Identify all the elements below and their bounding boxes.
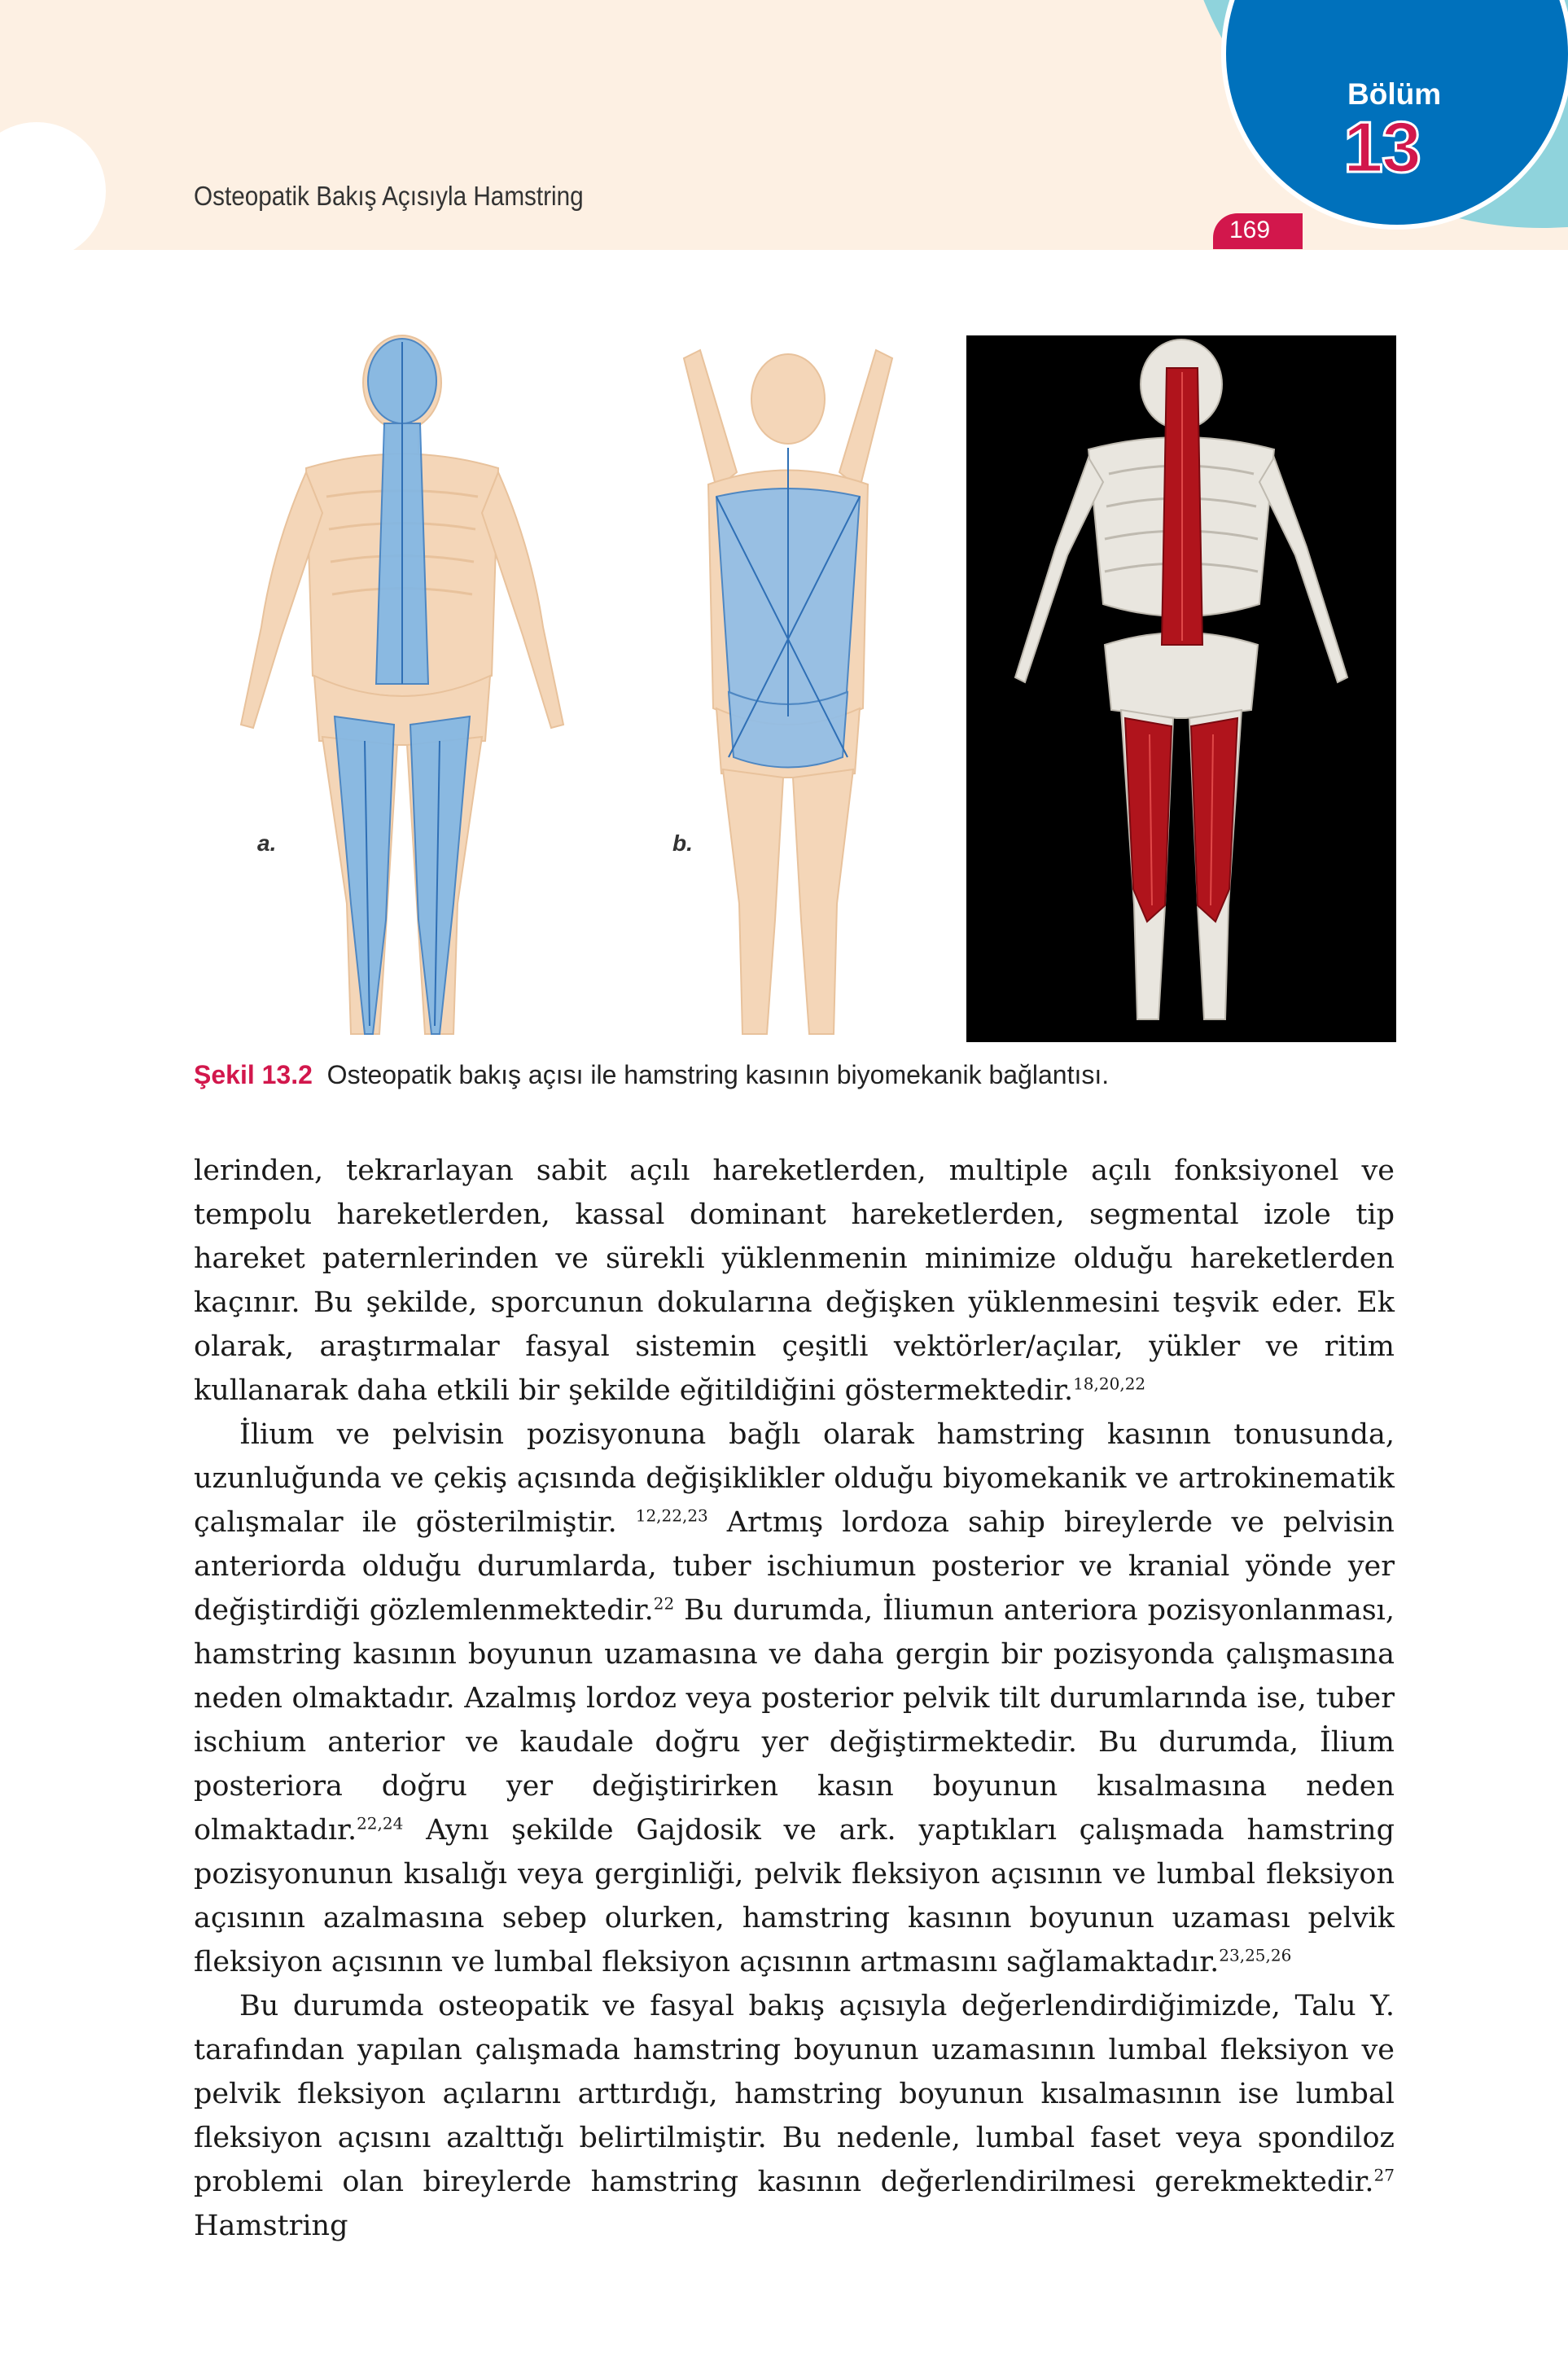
page-number: 169 xyxy=(1229,217,1271,243)
body-text xyxy=(194,1149,1395,2248)
caption-number: Şekil 13.2 xyxy=(194,1060,313,1089)
paragraph-3-part-b: Hamstring xyxy=(194,2210,348,2242)
citation: 22,24 xyxy=(357,1813,404,1834)
paragraph-2-part-b: Artmış lordoza sahip bireylerde ve pelvisin anteriorda olduğu durumlarda, tuber ischiumun posterior ve kranial yönde yer değiştirdiği gözlemlenmektedir. xyxy=(194,1506,1395,1627)
panel-a-label: a. xyxy=(257,830,277,856)
paragraph-2-part-c: Bu durumda, İliumun anteriora pozisyonlanması, hamstring kasının boyunun uzamasına ve daha gergin bir pozisyonda çalışmasına neden olmaktadır. Azalmış lordoz veya posterior pelvik tilt durumlarında ise, tuber ischium anterior ve kaudale doğru yer değiştirmektedir. Bu durumda, İlium posteriora doğru yer değiştirirken kasın boyunun kısalmasına neden olmaktadır. xyxy=(194,1594,1395,1847)
paragraph-2-part-d: Aynı şekilde Gajdosik ve ark. yaptıkları çalışmada hamstring pozisyonunun kısalığı veya gerginliği, pelvik fleksiyon açısının ve lumbal fleksiyon açısının azalmasına sebep olurken, hamstring kasının boyunun uzaması pelvik fleksiyon açısının ve lumbal fleksiyon açısının artmasını sağlamaktadır. xyxy=(194,1814,1395,1978)
figure-caption xyxy=(194,1060,1109,1090)
paragraph-3-part-a: Bu durumda osteopatik ve fasyal bakış açısıyla değerlendirdiğimizde, Talu Y. tarafından yapılan çalışmada hamstring boyunun uzamasının lumbal fleksiyon ve pelvik fleksiyon açılarını arttırdığı, hamstring boyunun kısalmasının ise lumbal fleksiyon açısını azalttığı belirtilmiştir. Bu nedenle, lumbal faset veya spondiloz problemi olan bireylerde hamstring kasının değerlendirilmesi gerekmektedir. xyxy=(194,1990,1395,2198)
paragraph-1 xyxy=(194,1149,1395,1413)
running-title: Osteopatik Bakış Açısıyla Hamstring xyxy=(194,181,584,211)
paragraph-2-part-a: İlium ve pelvisin pozisyonuna bağlı olarak hamstring kasının tonusunda, uzunluğunda ve çekiş açısında değişiklikler olduğu biyomekanik ve artrokinematik çalışmalar ile gösterilmiştir. xyxy=(194,1418,1395,1539)
figure-panel-a-illustration xyxy=(184,334,624,1050)
figure-panel-c-illustration xyxy=(966,335,1396,1042)
chapter-number: 13 xyxy=(1343,107,1420,187)
panel-b-label: b. xyxy=(672,830,693,856)
citation: 27 xyxy=(1373,2165,1395,2185)
citation: 12,22,23 xyxy=(635,1505,708,1526)
paragraph-2 xyxy=(194,1413,1395,1984)
citation: 18,20,22 xyxy=(1073,1374,1146,1394)
figure-panel-b-illustration xyxy=(594,334,977,1050)
caption-text: Osteopatik bakış açısı ile hamstring kasının biyomekanik bağlantısı. xyxy=(326,1060,1110,1089)
paragraph-3 xyxy=(194,1984,1395,2248)
citation: 23,25,26 xyxy=(1219,1945,1292,1965)
citation: 22 xyxy=(653,1593,675,1614)
chapter-word: Bölüm xyxy=(1347,77,1442,111)
paragraph-1-text: lerinden, tekrarlayan sabit açılı hareketlerden, multiple açılı fonksiyonel ve tempolu hareketlerden, kassal dominant hareketlerden, segmental izole tip hareket paternlerinden ve sürekli yüklenmenin minimize olduğu hareketlerden kaçınır. Bu şekilde, sporcunun dokularına değişken yüklenmesini teşvik eder. Ek olarak, araştırmalar fasyal sistemin çeşitli vektörler/açılar, yükler ve ritim kullanarak daha etkili bir şekilde eğitildiğini göstermektedir. xyxy=(194,1155,1395,1407)
